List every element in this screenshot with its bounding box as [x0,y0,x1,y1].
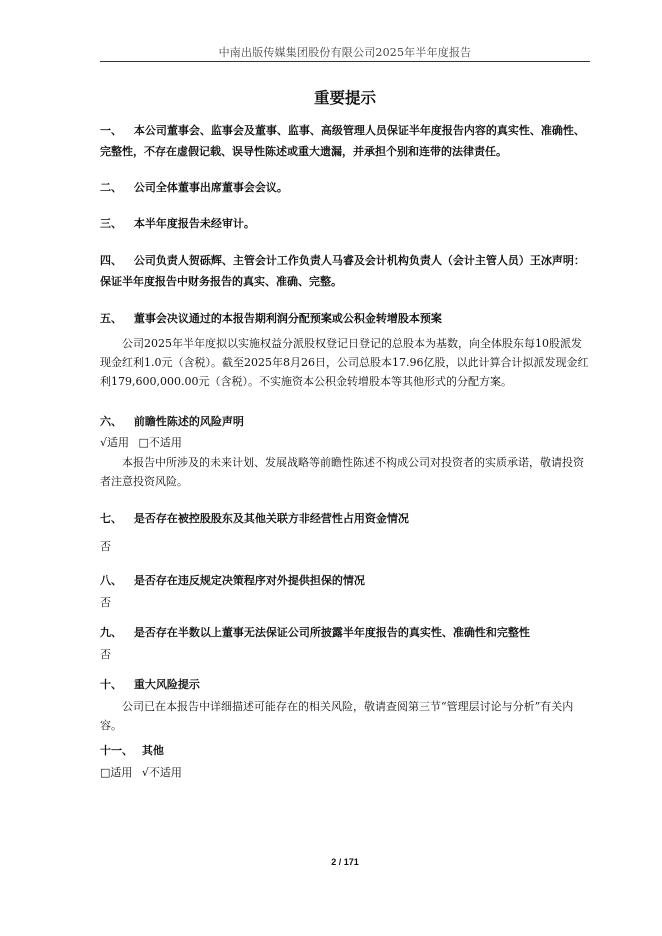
section-4 [100,250,592,292]
section-9-text: 是否存在半数以上董事无法保证公司所披露半年度报告的真实性、准确性和完整性 [133,626,530,639]
section-1 [100,120,592,162]
section-6-body: 本报告中所涉及的未来计划、发展战略等前瞻性陈述不构成公司对投资者的实质承诺，敬请投资者注意投资风险。 [100,456,584,488]
section-7 [100,508,592,530]
page-header: 中南出版传媒集团股份有限公司2025年半年度报告 [218,46,472,59]
section-10-text: 重大风险提示 [133,678,200,691]
section-11 [100,740,592,762]
section-6-not-applicable-option: □不适用 [138,436,182,449]
section-6-number: 六、 [100,415,122,428]
section-10-number: 十、 [100,678,122,691]
section-6-applicable-option: √适用 [100,436,130,449]
section-5-body: 公司2025年半年度拟以实施权益分派股权登记日登记的总股本为基数，向全体股东每10股派发现金红利1.0元（含税）。截至2025年8月26日，公司总股本17.96亿股，以此计算合计拟派发现金红利179,600,000.00元（含税）。不实施资本公积金转增股本等其他形式的分配方案。 [100,337,589,388]
section-5-text: 董事会决议通过的本报告期利润分配预案或公积金转增股本预案 [133,312,442,325]
section-2-text: 公司全体董事出席董事会会议。 [133,181,288,194]
section-6-text: 前瞻性陈述的风险声明 [133,415,244,428]
section-11-number: 十一、 [100,744,133,757]
section-3 [100,213,592,235]
section-1-number: 一、 [100,124,122,137]
section-3-text: 本半年度报告未经审计。 [133,217,255,230]
section-3-number: 三、 [100,217,122,230]
section-4-number: 四、 [100,254,122,267]
section-9-answer: 否 [100,648,111,661]
page-title: 重要提示 [313,88,376,107]
section-8-answer: 否 [100,596,111,609]
section-8 [100,570,592,592]
page-number: 2 / 171 [331,857,359,867]
section-2 [100,177,592,199]
section-8-text: 是否存在违反规定决策程序对外提供担保的情况 [133,574,365,587]
section-1-text: 本公司董事会、监事会及董事、监事、高级管理人员保证半年度报告内容的真实性、准确性、完整性，不存在虚假记载、误导性陈述或重大遗漏，并承担个别和连带的法律责任。 [100,124,585,158]
section-11-not-applicable-option: √不适用 [141,766,182,779]
section-6 [100,411,592,433]
section-6-options [100,434,592,452]
section-9 [100,622,592,644]
section-7-text: 是否存在被控股股东及其他关联方非经营性占用资金情况 [133,512,409,525]
section-11-text: 其他 [141,744,164,757]
section-5-number: 五、 [100,312,122,325]
section-2-number: 二、 [100,181,122,194]
section-10-body: 公司已在本报告中详细描述可能存在的相关风险，敬请查阅第三节“管理层讨论与分析”有关内容。 [100,700,574,732]
section-11-applicable-option: □适用 [100,766,133,779]
section-11-options [100,764,592,782]
section-8-number: 八、 [100,574,122,587]
header-divider [100,61,590,62]
section-5 [100,308,592,330]
section-7-answer: 否 [100,540,111,553]
section-10 [100,674,592,696]
section-7-number: 七、 [100,512,122,525]
section-9-number: 九、 [100,626,122,639]
section-4-text: 公司负责人贺砾辉、主管会计工作负责人马睿及会计机构负责人（会计主管人员）王冰声明：保证半年度报告中财务报告的真实、准确、完整。 [100,254,585,288]
